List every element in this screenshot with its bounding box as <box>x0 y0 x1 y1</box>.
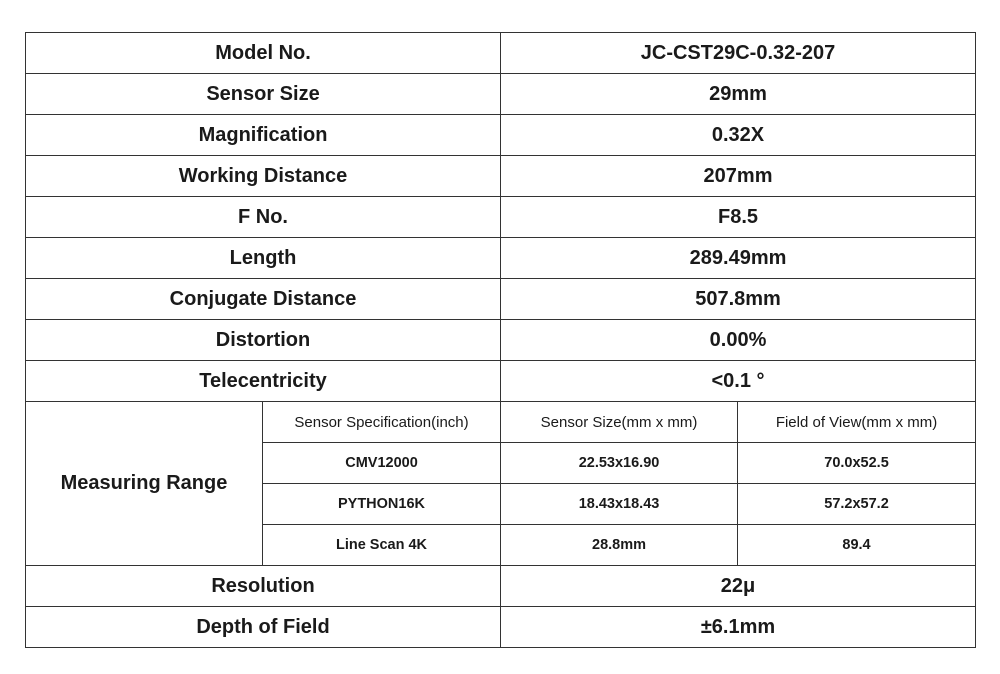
spec-label: Magnification <box>26 115 501 156</box>
spec-row-working-distance <box>26 156 976 197</box>
spec-value: 22μ <box>501 566 976 607</box>
spec-label: Working Distance <box>26 156 501 197</box>
spec-value: 289.49mm <box>501 238 976 279</box>
spec-row-model <box>26 33 976 74</box>
spec-value: 29mm <box>501 74 976 115</box>
spec-label: Model No. <box>26 33 501 74</box>
field-of-view-cell: 89.4 <box>738 525 976 566</box>
spec-row-magnification <box>26 115 976 156</box>
spec-value: F8.5 <box>501 197 976 238</box>
spec-label: Distortion <box>26 320 501 361</box>
spec-value: JC-CST29C-0.32-207 <box>501 33 976 74</box>
measuring-range-header-row <box>26 402 976 443</box>
spec-value: <0.1 ° <box>501 361 976 402</box>
spec-value: 0.32X <box>501 115 976 156</box>
measuring-range-label: Measuring Range <box>26 402 263 566</box>
spec-value: 0.00% <box>501 320 976 361</box>
sensor-size-cell: 28.8mm <box>501 525 738 566</box>
spec-table <box>25 32 976 648</box>
spec-value: 507.8mm <box>501 279 976 320</box>
spec-value: ±6.1mm <box>501 607 976 648</box>
sensor-size-cell: 22.53x16.90 <box>501 443 738 484</box>
spec-row-resolution <box>26 566 976 607</box>
column-header: Sensor Specification(inch) <box>263 402 501 443</box>
sensor-spec-cell: PYTHON16K <box>263 484 501 525</box>
spec-label: Resolution <box>26 566 501 607</box>
column-header: Sensor Size(mm x mm) <box>501 402 738 443</box>
spec-label: Depth of Field <box>26 607 501 648</box>
spec-row-depth-of-field <box>26 607 976 648</box>
sensor-spec-cell: Line Scan 4K <box>263 525 501 566</box>
field-of-view-cell: 70.0x52.5 <box>738 443 976 484</box>
spec-value: 207mm <box>501 156 976 197</box>
spec-row-conjugate-distance <box>26 279 976 320</box>
spec-row-f-no <box>26 197 976 238</box>
spec-label: Conjugate Distance <box>26 279 501 320</box>
sensor-size-cell: 18.43x18.43 <box>501 484 738 525</box>
spec-label: Sensor Size <box>26 74 501 115</box>
spec-label: Telecentricity <box>26 361 501 402</box>
column-header: Field of View(mm x mm) <box>738 402 976 443</box>
spec-row-distortion <box>26 320 976 361</box>
spec-label: Length <box>26 238 501 279</box>
spec-row-length <box>26 238 976 279</box>
field-of-view-cell: 57.2x57.2 <box>738 484 976 525</box>
sensor-spec-cell: CMV12000 <box>263 443 501 484</box>
spec-label: F No. <box>26 197 501 238</box>
spec-row-telecentricity <box>26 361 976 402</box>
spec-row-sensor-size <box>26 74 976 115</box>
